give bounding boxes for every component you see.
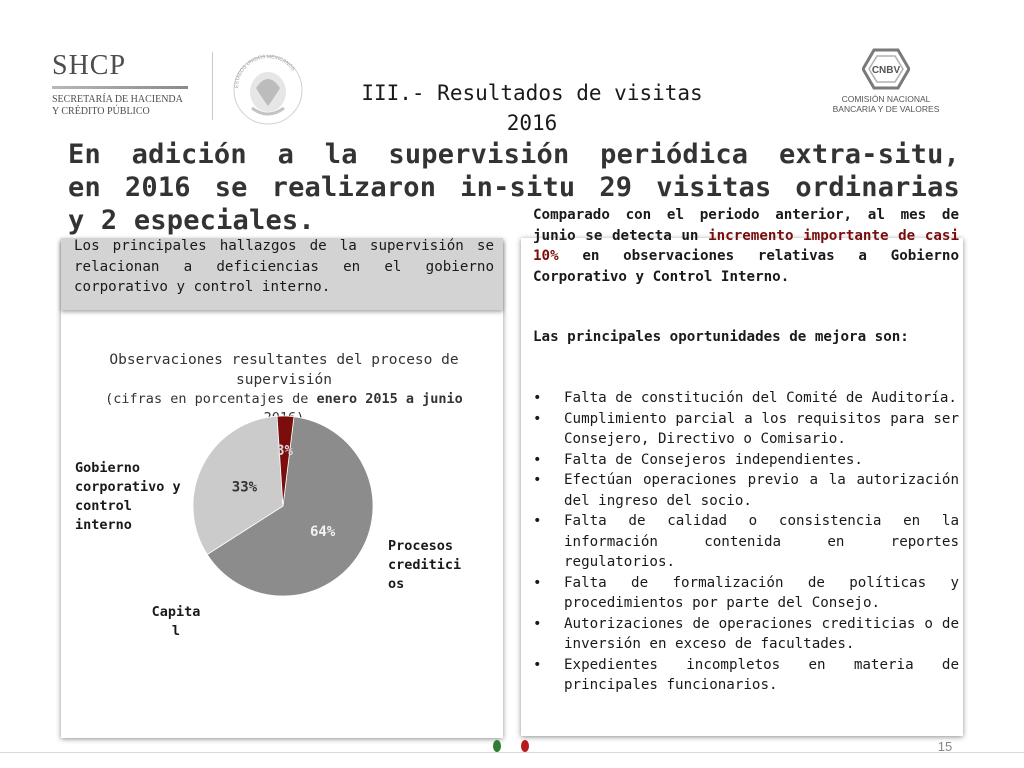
list-item: • Autorizaciones de operaciones crediticias o de inversión en exceso de facultades. (533, 614, 959, 655)
comparison-post: en observaciones relativas a Gobierno Corporativo y Control Interno. (533, 248, 959, 285)
category-label-capital: Capita l (151, 604, 201, 639)
mexico-seal-icon (226, 48, 310, 128)
shcp-logo (52, 50, 202, 118)
footer-dot-red (521, 740, 529, 752)
pie-label-credit: 33% (231, 479, 258, 496)
list-item: • Efectúan operaciones previo a la autorización del ingreso del socio. (533, 470, 959, 511)
findings-text: Los principales hallazgos de la supervisión se relacionan a deficiencias en el gobierno corporativo y control interno. (74, 238, 494, 295)
pie-label-capital: 3% (276, 443, 293, 460)
logo-divider (212, 52, 213, 120)
comparison-text (533, 205, 959, 287)
pie-chart (180, 408, 390, 608)
seal-text: ESTADOS UNIDOS MEXICANOS (233, 53, 296, 89)
page-number: 15 (937, 739, 953, 754)
footer-line (0, 752, 1024, 753)
cnbv-name-line1: COMISIÓN NACIONAL (841, 94, 931, 104)
list-item: • Expedientes incompletos en materia de principales funcionarios. (533, 655, 959, 696)
cnbv-logo (826, 48, 946, 114)
slide-title (300, 78, 764, 138)
cnbv-hexagon-icon (862, 48, 910, 90)
chart-subtitle-prefix: (cifras en porcentajes de (105, 391, 317, 407)
shcp-underline (52, 86, 188, 89)
findings-box (61, 238, 503, 310)
list-item: • Falta de Consejeros independientes. (533, 450, 959, 471)
shcp-name-line1: SECRETARÍA DE HACIENDA (52, 94, 183, 105)
category-label-credit: Procesos creditici os (388, 538, 462, 592)
headline-line1: En adición a la supervisión periódica extra-situ, (68, 139, 960, 170)
opportunities-list (533, 388, 959, 696)
pie-label-governance: 64% (309, 523, 336, 540)
shcp-name-line2: Y CRÉDITO PÚBLICO (52, 106, 150, 117)
list-item: • Falta de calidad o consistencia en la información contenida en reportes regulatorios. (533, 511, 959, 573)
cnbv-name-line2: BANCARIA Y DE VALORES (832, 104, 940, 114)
cnbv-acronym: CNBV (871, 65, 901, 76)
slide-title-line2: 2016 (506, 111, 558, 135)
headline-line2: en 2016 se realizaron in-situ 29 visitas ordinarias (68, 172, 960, 203)
comparison-highlight: incremento importante de casi 10% (533, 227, 959, 264)
footer-dot-green (493, 740, 501, 752)
chart-subtitle-period: enero 2015 a junio (316, 391, 463, 407)
list-item: • Falta de formalización de políticas y procedimientos por parte del Consejo. (533, 573, 959, 614)
category-label-governance: Gobierno corporativo y control interno (75, 460, 181, 533)
comparison-pre: Comparado con el periodo anterior, al mes de junio se detecta un (533, 207, 959, 244)
headline-line3: y 2 especiales. (68, 205, 315, 236)
list-item: • Cumplimiento parcial a los requisitos para ser Consejero, Directivo o Comisario. (533, 409, 959, 450)
list-item: • Falta de constitución del Comité de Auditoría. (533, 388, 959, 409)
opportunities-intro: Las principales oportunidades de mejora son: (533, 329, 909, 345)
chart-title: Observaciones resultantes del proceso de supervisión (109, 352, 459, 388)
slide-title-line1: III.- Resultados de visitas (361, 81, 703, 105)
shcp-acronym: SHCP (52, 50, 127, 81)
